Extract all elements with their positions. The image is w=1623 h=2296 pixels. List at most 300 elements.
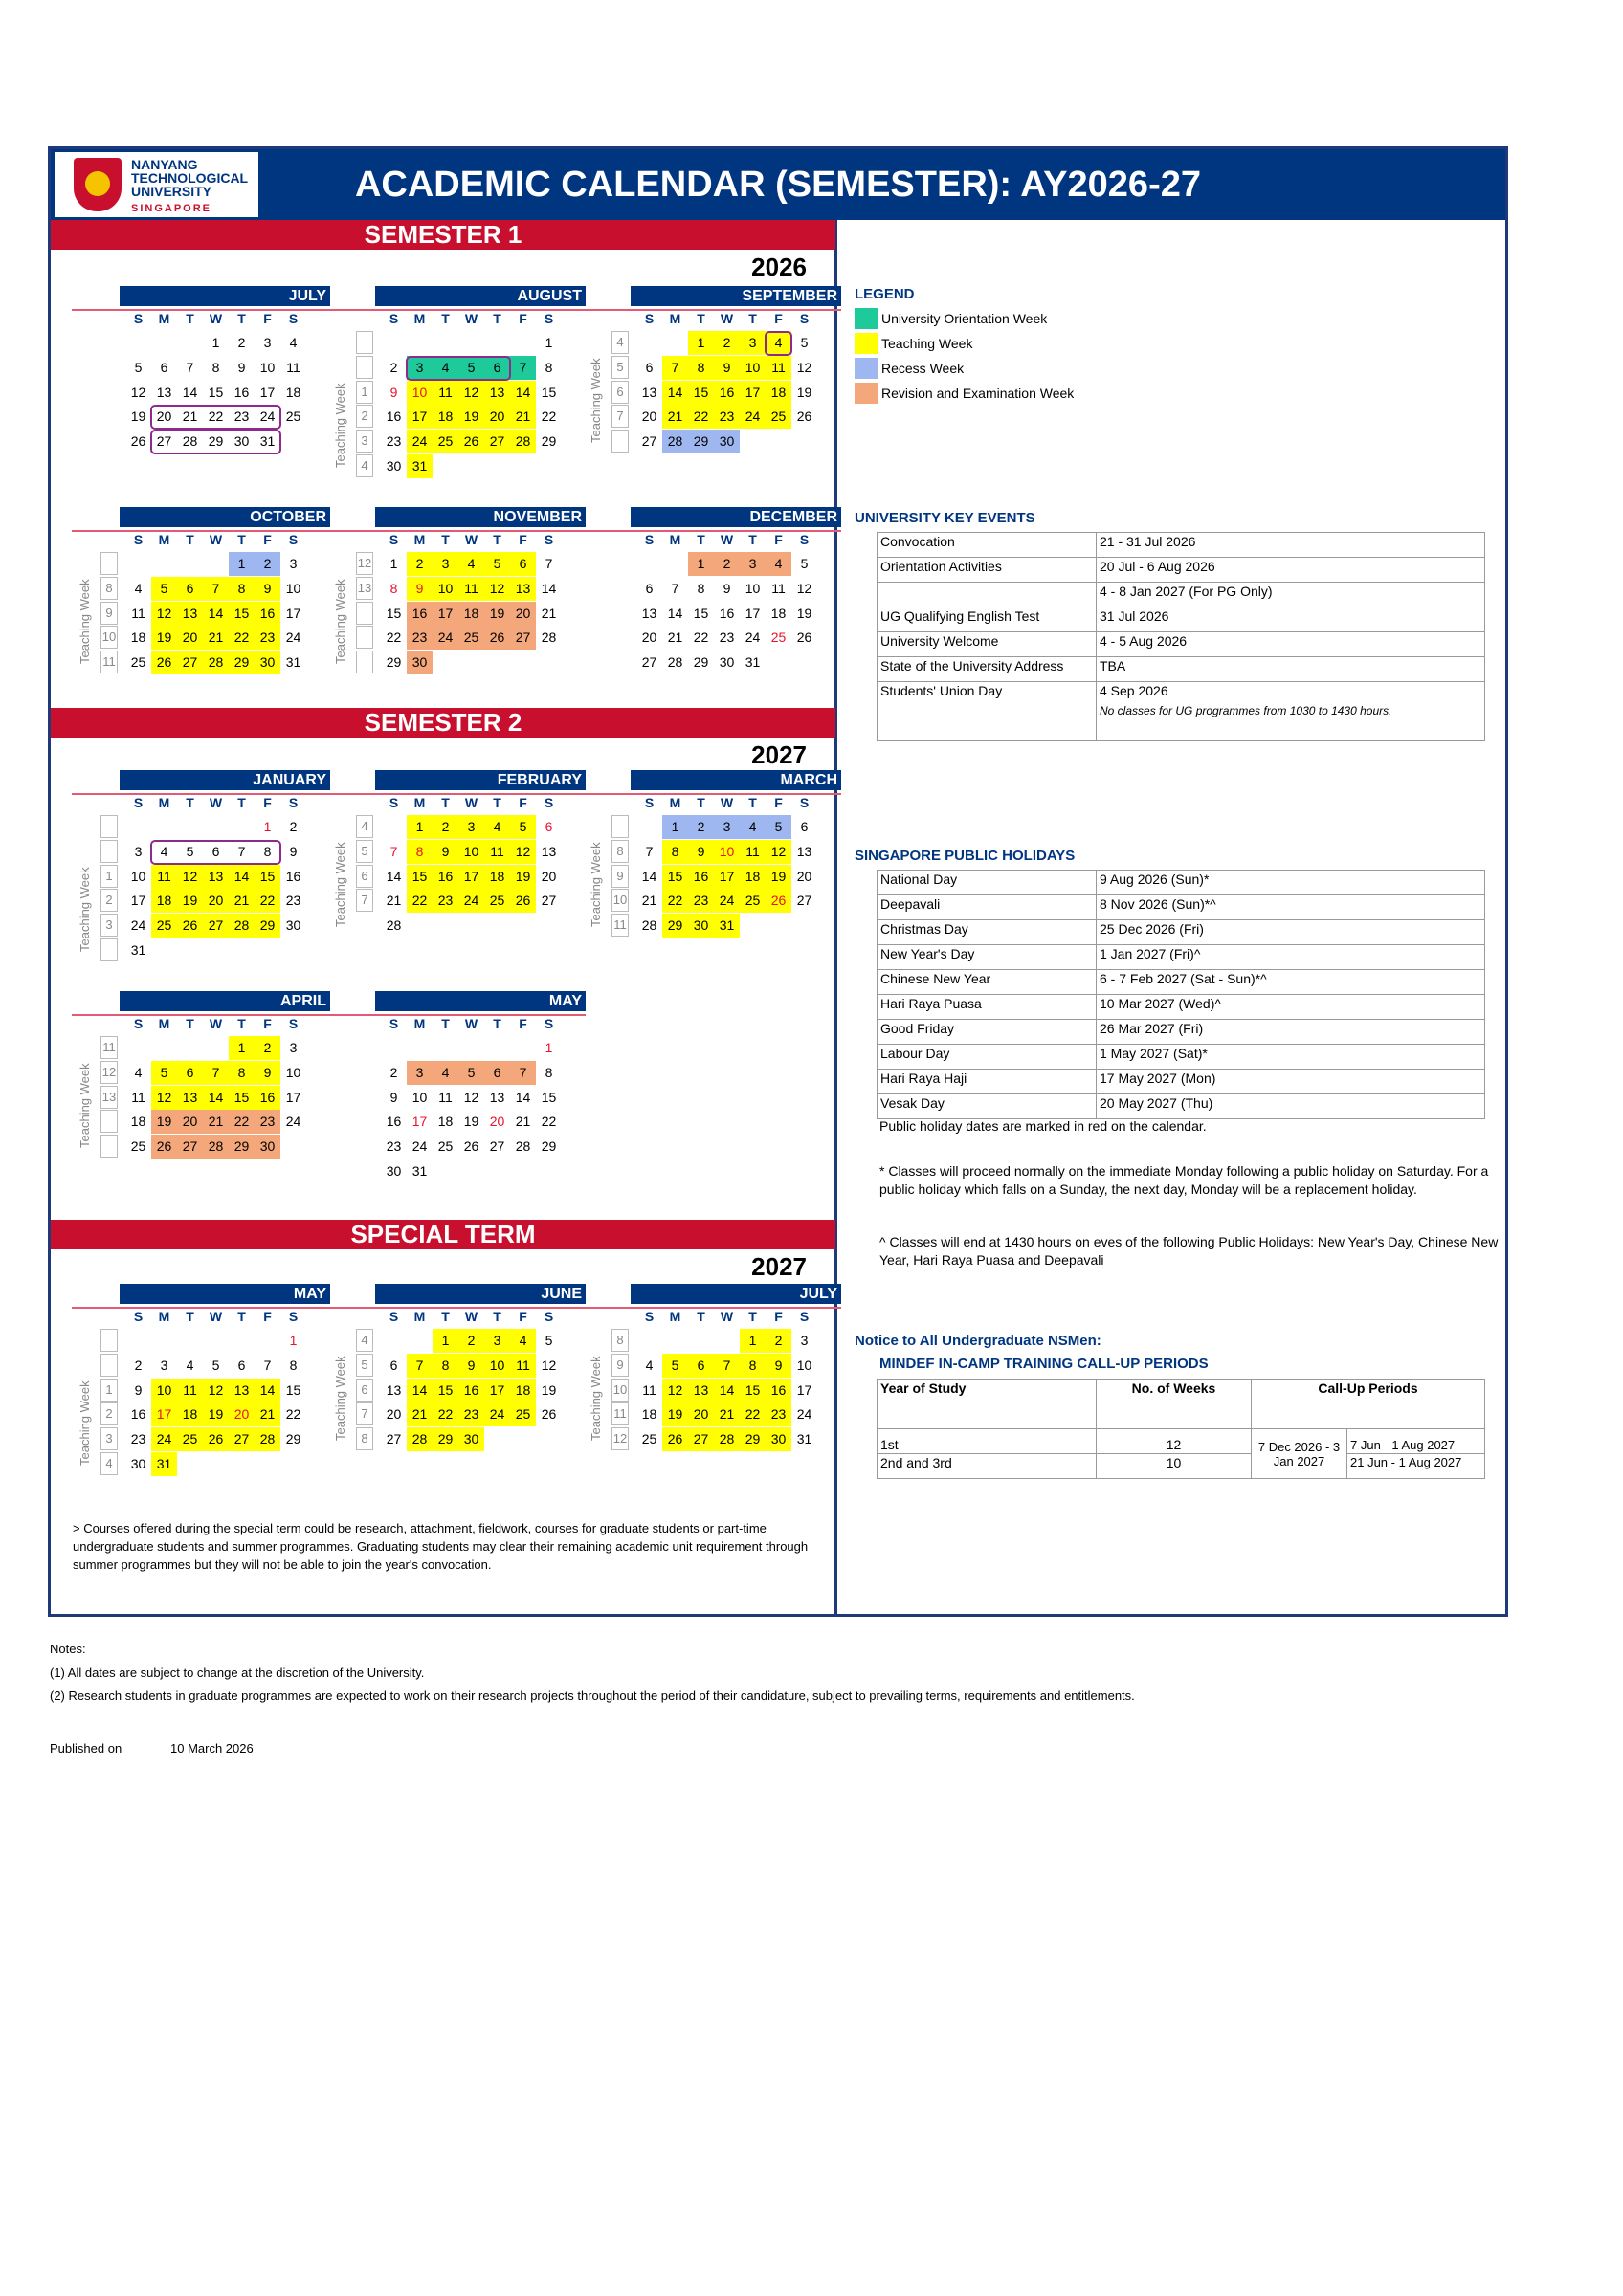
- calendar-day: 18: [433, 405, 458, 429]
- weekday-label: T: [748, 1309, 757, 1324]
- calendar-day: 1: [229, 1036, 255, 1060]
- weekday-label: W: [464, 1016, 478, 1031]
- calendar-day: 18: [177, 1402, 203, 1426]
- calendar-day: 19: [177, 889, 203, 913]
- calendar-day: 8: [229, 577, 255, 601]
- calendar-day: 26: [541, 1406, 557, 1423]
- teaching-week-label: Teaching Week: [78, 579, 92, 664]
- teaching-week-number: 4: [100, 1452, 118, 1475]
- calendar-day: 7: [714, 1354, 740, 1378]
- calendar-day: 13: [489, 1089, 505, 1105]
- calendar-day: 24: [796, 1406, 812, 1423]
- calendar-day: 20: [641, 408, 657, 425]
- calendar-day: 25: [641, 1431, 657, 1447]
- calendar-day: 3: [800, 1333, 809, 1348]
- calendar-day: 8: [740, 1354, 766, 1378]
- calendar-day: 29: [541, 433, 557, 450]
- teaching-week-number: 8: [356, 1427, 373, 1450]
- calendar-day: 9: [255, 1061, 280, 1085]
- calendar-day: 20: [541, 868, 557, 884]
- calendar-day: 25: [740, 889, 766, 913]
- calendar-day: 28: [229, 914, 255, 938]
- weekday-label: T: [493, 311, 501, 326]
- calendar-day: 23: [433, 889, 458, 913]
- calendar-day: 2: [458, 1329, 484, 1353]
- calendar-day: 16: [714, 381, 740, 405]
- calendar-day: 12: [796, 580, 812, 596]
- published-label: Published on: [50, 1741, 122, 1755]
- calendar-day: 14: [641, 868, 657, 884]
- weekday-label: W: [209, 532, 223, 547]
- calendar-day: 17: [285, 1089, 301, 1105]
- calendar-day: 6: [177, 1061, 203, 1085]
- calendar-day: 3: [160, 1357, 168, 1373]
- calendar-day: 25: [510, 1402, 536, 1426]
- calendar-day: 27: [229, 1427, 255, 1451]
- weekday-label: W: [464, 1309, 478, 1324]
- holiday-name: Deepavali: [878, 895, 1097, 920]
- calendar-day: 6: [510, 552, 536, 576]
- calendar-day: 13: [510, 577, 536, 601]
- calendar-day: 27: [641, 433, 657, 450]
- calendar-day: 10: [411, 1089, 428, 1105]
- weekday-label: S: [288, 1309, 299, 1324]
- calendar-day: 13: [229, 1379, 255, 1402]
- calendar-day: 17: [714, 865, 740, 889]
- calendar-day: 14: [203, 602, 229, 626]
- teaching-week-label: Teaching Week: [589, 842, 603, 927]
- legend-label-exam: Revision and Examination Week: [881, 386, 1075, 401]
- calendar-day: 24: [130, 917, 146, 934]
- calendar-day: 10: [285, 1064, 301, 1080]
- calendar-day: 1: [662, 815, 688, 839]
- month-header: SEPTEMBER: [631, 286, 841, 306]
- calendar-day: 18: [510, 1379, 536, 1402]
- teaching-week-label: Teaching Week: [78, 1380, 92, 1466]
- holiday-date: 8 Nov 2026 (Sun)*^: [1097, 895, 1485, 920]
- calendar-day: 21: [662, 405, 688, 429]
- teaching-week-number: 10: [100, 626, 118, 649]
- month-header: DECEMBER: [631, 507, 841, 527]
- calendar-day: 17: [745, 605, 761, 621]
- calendar-day: 4: [433, 356, 458, 380]
- teaching-week-number: 4: [611, 331, 629, 354]
- teaching-week-number: 10: [611, 1379, 629, 1402]
- calendar-day: 9: [289, 843, 298, 859]
- holiday-note-saturday: * Classes will proceed normally on the immediate Monday following a public holiday on Saturday. For a public holiday which falls on a Sunday, the next day, Monday will be a replacement holiday.: [879, 1163, 1489, 1197]
- nsmen-shared-period: 7 Dec 2026 - 3 Jan 2027: [1252, 1429, 1347, 1479]
- calendar-day: 1: [229, 552, 255, 576]
- calendar-day: 2: [237, 335, 246, 350]
- teaching-week-number: 7: [356, 1402, 373, 1425]
- calendar-day: 6: [545, 819, 553, 834]
- calendar-day: 27: [541, 893, 557, 909]
- calendar-day: 8: [289, 1357, 298, 1373]
- calendar-day: 22: [688, 405, 714, 429]
- highlight-box: [150, 840, 281, 865]
- notes-title: Notes:: [50, 1642, 86, 1656]
- calendar-day: 24: [484, 1402, 510, 1426]
- calendar-day: 11: [771, 580, 786, 596]
- calendar-day: 17: [259, 384, 276, 400]
- weekday-label: S: [799, 532, 810, 547]
- weekday-label: T: [493, 795, 501, 810]
- weekday-label: M: [413, 1309, 426, 1324]
- calendar-day: 23: [130, 1431, 146, 1447]
- teaching-week-number: [356, 651, 373, 673]
- calendar-day: 1: [688, 331, 714, 355]
- calendar-day: 19: [796, 605, 812, 621]
- calendar-day: 16: [386, 1114, 402, 1130]
- calendar-day: 28: [714, 1427, 740, 1451]
- calendar-day: 19: [510, 865, 536, 889]
- holiday-note-red: Public holiday dates are marked in red on the calendar.: [879, 1118, 1207, 1134]
- calendar-day: 25: [130, 654, 146, 671]
- calendar-day: 3: [407, 1061, 433, 1085]
- teaching-week-number: [356, 356, 373, 379]
- calendar-day: 13: [386, 1381, 402, 1398]
- calendar-day: 9: [389, 1089, 398, 1105]
- calendar-day: 14: [662, 381, 688, 405]
- calendar-day: 30: [386, 458, 402, 474]
- calendar-day: 20: [641, 629, 657, 646]
- calendar-day: 31: [285, 654, 301, 671]
- holiday-date: 9 Aug 2026 (Sun)*: [1097, 871, 1485, 895]
- calendar-day: 17: [484, 1379, 510, 1402]
- teaching-week-number: 8: [100, 577, 118, 600]
- weekday-label: S: [389, 1016, 399, 1031]
- calendar-day: 9: [458, 1354, 484, 1378]
- highlight-box: [150, 430, 281, 454]
- weekday-label: S: [799, 795, 810, 810]
- weekday-label: T: [441, 1016, 450, 1031]
- calendar-day: 22: [407, 889, 433, 913]
- calendar-day: 20: [688, 1402, 714, 1426]
- calendar-day: 26: [203, 1427, 229, 1451]
- weekday-label: T: [186, 795, 194, 810]
- calendar-day: 23: [386, 433, 402, 450]
- holiday-name: Hari Raya Haji: [878, 1070, 1097, 1094]
- calendar-day: 24: [411, 1138, 428, 1155]
- published-date: 10 March 2026: [170, 1741, 254, 1755]
- highlight-box: [765, 331, 792, 356]
- calendar-day: 30: [407, 651, 433, 674]
- calendar-day: 8: [407, 840, 433, 864]
- calendar-day: 29: [255, 914, 280, 938]
- note-2: (2) Research students in graduate programmes are expected to work on their research projects throughout the period of their candidature, subject to prevailing terms, requirements and entitlements.: [50, 1689, 1135, 1703]
- calendar-day: 30: [719, 654, 735, 671]
- calendar-day: 29: [541, 1138, 557, 1155]
- calendar-day: 25: [484, 889, 510, 913]
- teaching-week-number: 4: [356, 815, 373, 838]
- calendar-day: 6: [237, 1357, 246, 1373]
- weekday-label: T: [441, 795, 450, 810]
- weekday-label: S: [644, 311, 655, 326]
- teaching-week-number: 3: [100, 914, 118, 937]
- calendar-day: 24: [151, 1427, 177, 1451]
- teaching-week-number: 10: [611, 889, 629, 912]
- calendar-day: 12: [130, 384, 146, 400]
- calendar-day: 16: [719, 605, 735, 621]
- page-title: ACADEMIC CALENDAR (SEMESTER): AY2026-27: [354, 165, 1201, 205]
- event-date: 4 - 5 Aug 2026: [1097, 632, 1485, 657]
- calendar-day: 10: [285, 580, 301, 596]
- weekday-label: T: [748, 532, 757, 547]
- calendar-day: 13: [484, 381, 510, 405]
- weekday-label: W: [720, 532, 734, 547]
- calendar-day: 1: [263, 819, 272, 834]
- teaching-week-number: 9: [611, 865, 629, 888]
- calendar-day: 20: [386, 1406, 402, 1423]
- calendar-day: 25: [130, 1138, 146, 1155]
- calendar-day: 22: [229, 626, 255, 650]
- calendar-day: 5: [510, 815, 536, 839]
- legend-title: LEGEND: [855, 286, 915, 302]
- holiday-name: Hari Raya Puasa: [878, 995, 1097, 1020]
- weekday-label: M: [669, 795, 681, 810]
- calendar-day: 15: [229, 1086, 255, 1110]
- weekday-label: F: [774, 311, 783, 326]
- calendar-day: 23: [255, 626, 280, 650]
- calendar-day: 21: [203, 626, 229, 650]
- weekday-label: M: [158, 795, 170, 810]
- teaching-week-number: 7: [356, 889, 373, 912]
- teaching-week-label: Teaching Week: [78, 867, 92, 952]
- calendar-day: 4: [134, 580, 143, 596]
- calendar-day: 2: [714, 331, 740, 355]
- calendar-day: 13: [641, 384, 657, 400]
- calendar-day: 10: [458, 840, 484, 864]
- calendar-day: 29: [433, 1427, 458, 1451]
- weekday-label: S: [133, 532, 144, 547]
- weekday-label: W: [464, 532, 478, 547]
- calendar-day: 14: [229, 865, 255, 889]
- calendar-day: 11: [766, 356, 791, 380]
- weekday-label: M: [158, 1309, 170, 1324]
- weekday-label: S: [644, 532, 655, 547]
- calendar-day: 10: [130, 868, 146, 884]
- teaching-week-label: Teaching Week: [78, 1063, 92, 1148]
- calendar-day: 10: [740, 356, 766, 380]
- calendar-day: 26: [796, 629, 812, 646]
- weekday-label: F: [263, 1016, 272, 1031]
- calendar-day: 28: [203, 651, 229, 674]
- calendar-day: 28: [182, 433, 198, 450]
- calendar-day: 7: [237, 843, 246, 859]
- weekday-label: S: [389, 311, 399, 326]
- calendar-day: 18: [458, 602, 484, 626]
- calendar-day: 6: [484, 1061, 510, 1085]
- nsmen-year: 2nd and 3rd: [878, 1454, 1097, 1479]
- calendar-day: 16: [688, 865, 714, 889]
- calendar-day: 5: [211, 1357, 220, 1373]
- calendar-day: 17: [411, 1114, 428, 1130]
- calendar-day: 5: [766, 815, 791, 839]
- weekday-label: F: [263, 1309, 272, 1324]
- calendar-day: 4: [160, 843, 168, 859]
- calendar-day: 4: [766, 331, 791, 355]
- calendar-day: 7: [203, 577, 229, 601]
- calendar-day: 20: [484, 405, 510, 429]
- calendar-day: 6: [688, 1354, 714, 1378]
- teaching-week-number: 8: [611, 840, 629, 863]
- calendar-day: 18: [130, 1114, 146, 1130]
- calendar-day: 29: [208, 433, 224, 450]
- weekday-label: M: [158, 311, 170, 326]
- calendar-day: 11: [131, 605, 145, 621]
- calendar-day: 14: [386, 868, 402, 884]
- calendar-day: 28: [515, 1138, 531, 1155]
- calendar-day: 3: [484, 1329, 510, 1353]
- calendar-day: 1: [545, 335, 553, 350]
- calendar-day: 30: [688, 914, 714, 938]
- calendar-day: 1: [740, 1329, 766, 1353]
- weekday-label: T: [237, 1309, 246, 1324]
- calendar-day: 11: [510, 1354, 536, 1378]
- calendar-day: 12: [541, 1357, 557, 1373]
- calendar-day: 14: [541, 580, 557, 596]
- holidays-table: [877, 870, 1485, 1119]
- calendar-day: 15: [740, 1379, 766, 1402]
- weekday-label: F: [519, 1016, 527, 1031]
- calendar-day: 1: [688, 552, 714, 576]
- teaching-week-number: 9: [100, 602, 118, 625]
- weekday-label: S: [288, 1016, 299, 1031]
- calendar-day: 23: [688, 889, 714, 913]
- calendar-day: 2: [688, 815, 714, 839]
- calendar-day: 4: [134, 1064, 143, 1080]
- calendar-day: 12: [662, 1379, 688, 1402]
- calendar-day: 6: [800, 819, 809, 834]
- calendar-day: 5: [800, 335, 809, 350]
- semester-1-band: SEMESTER 1: [51, 220, 835, 250]
- calendar-day: 19: [766, 865, 791, 889]
- calendar-day: 15: [662, 865, 688, 889]
- nsmen-weeks: 10: [1097, 1454, 1252, 1479]
- month-header: MAY: [120, 1284, 330, 1304]
- weekday-label: S: [544, 311, 554, 326]
- calendar-day: 21: [255, 1402, 280, 1426]
- ntu-logo: [55, 152, 258, 217]
- calendar-day: 16: [458, 1379, 484, 1402]
- calendar-day: 22: [386, 629, 402, 646]
- calendar-day: 15: [255, 865, 280, 889]
- calendar-day: 5: [151, 577, 177, 601]
- calendar-day: 17: [285, 605, 301, 621]
- calendar-day: 3: [714, 815, 740, 839]
- calendar-day: 30: [233, 433, 250, 450]
- weekday-label: S: [288, 532, 299, 547]
- holiday-date: 25 Dec 2026 (Fri): [1097, 920, 1485, 945]
- calendar-day: 5: [134, 359, 143, 375]
- calendar-day: 15: [285, 1381, 301, 1398]
- calendar-day: 28: [662, 430, 688, 453]
- calendar-day: 27: [177, 651, 203, 674]
- calendar-day: 28: [641, 917, 657, 934]
- weekday-label: F: [519, 532, 527, 547]
- holiday-date: 20 May 2027 (Thu): [1097, 1094, 1485, 1119]
- crest-icon: [74, 158, 122, 211]
- calendar-day: 27: [688, 1427, 714, 1451]
- calendar-day: 7: [510, 1061, 536, 1085]
- calendar-day: 7: [662, 356, 688, 380]
- calendar-day: 22: [541, 1114, 557, 1130]
- calendar-day: 7: [203, 1061, 229, 1085]
- calendar-day: 13: [203, 865, 229, 889]
- weekday-label: T: [186, 1016, 194, 1031]
- calendar-day: 17: [740, 381, 766, 405]
- calendar-day: 26: [463, 1138, 479, 1155]
- calendar-day: 5: [458, 1061, 484, 1085]
- calendar-day: 25: [177, 1427, 203, 1451]
- calendar-day: 27: [156, 433, 172, 450]
- calendar-day: 17: [796, 1381, 812, 1398]
- calendar-day: 9: [766, 1354, 791, 1378]
- teaching-week-number: 13: [356, 577, 373, 600]
- year-2026: 2026: [751, 253, 807, 281]
- weekday-label: W: [720, 311, 734, 326]
- weekday-label: T: [441, 311, 450, 326]
- calendar-day: 22: [740, 1402, 766, 1426]
- weekday-label: T: [697, 311, 705, 326]
- weekday-label: W: [464, 795, 478, 810]
- weekday-label: W: [464, 311, 478, 326]
- weekday-label: F: [519, 1309, 527, 1324]
- highlight-box: [150, 405, 281, 430]
- weekday-label: F: [519, 311, 527, 326]
- calendar-day: 7: [510, 356, 536, 380]
- calendar-day: 9: [407, 577, 433, 601]
- calendar-day: 8: [211, 359, 220, 375]
- calendar-day: 19: [130, 408, 146, 425]
- nsmen-year: 1st: [878, 1429, 1097, 1454]
- event-date-cell: [1097, 682, 1485, 741]
- calendar-day: 13: [177, 602, 203, 626]
- calendar-day: 23: [714, 405, 740, 429]
- holiday-date: 1 Jan 2027 (Fri)^: [1097, 945, 1485, 970]
- weekday-label: F: [519, 795, 527, 810]
- nsmen-header-year: Year of Study: [878, 1380, 1097, 1429]
- nsmen-table: [877, 1379, 1485, 1479]
- calendar-day: 10: [796, 1357, 812, 1373]
- weekday-label: T: [748, 311, 757, 326]
- calendar-day: 30: [130, 1456, 146, 1471]
- calendar-day: 5: [186, 843, 194, 859]
- calendar-day: 3: [740, 331, 766, 355]
- calendar-day: 14: [407, 1379, 433, 1402]
- calendar-frame: [48, 146, 1508, 1617]
- teaching-week-label: Teaching Week: [333, 842, 347, 927]
- calendar-day: 7: [545, 556, 553, 571]
- calendar-day: 8: [263, 843, 272, 859]
- key-events-table: [877, 532, 1485, 741]
- calendar-day: 25: [151, 914, 177, 938]
- holiday-note-eves: ^ Classes will end at 1430 hours on eves of the following Public Holidays: New Year's Day, Chinese New Year, Hari Raya Puasa and Deepavali: [879, 1234, 1499, 1268]
- calendar-day: 16: [130, 1406, 146, 1423]
- teaching-week-number: [611, 815, 629, 838]
- calendar-day: 11: [740, 840, 766, 864]
- calendar-day: 16: [433, 865, 458, 889]
- calendar-day: 29: [229, 1135, 255, 1159]
- weekday-label: W: [209, 795, 223, 810]
- weekday-label: M: [413, 1016, 426, 1031]
- event-date: 4 Sep 2026: [1100, 683, 1168, 698]
- calendar-day: 23: [407, 626, 433, 650]
- weekday-label: F: [774, 1309, 783, 1324]
- calendar-day: 3: [407, 356, 433, 380]
- nsmen-period: 7 Jun - 1 Aug 2027: [1347, 1429, 1485, 1454]
- calendar-day: 25: [766, 405, 791, 429]
